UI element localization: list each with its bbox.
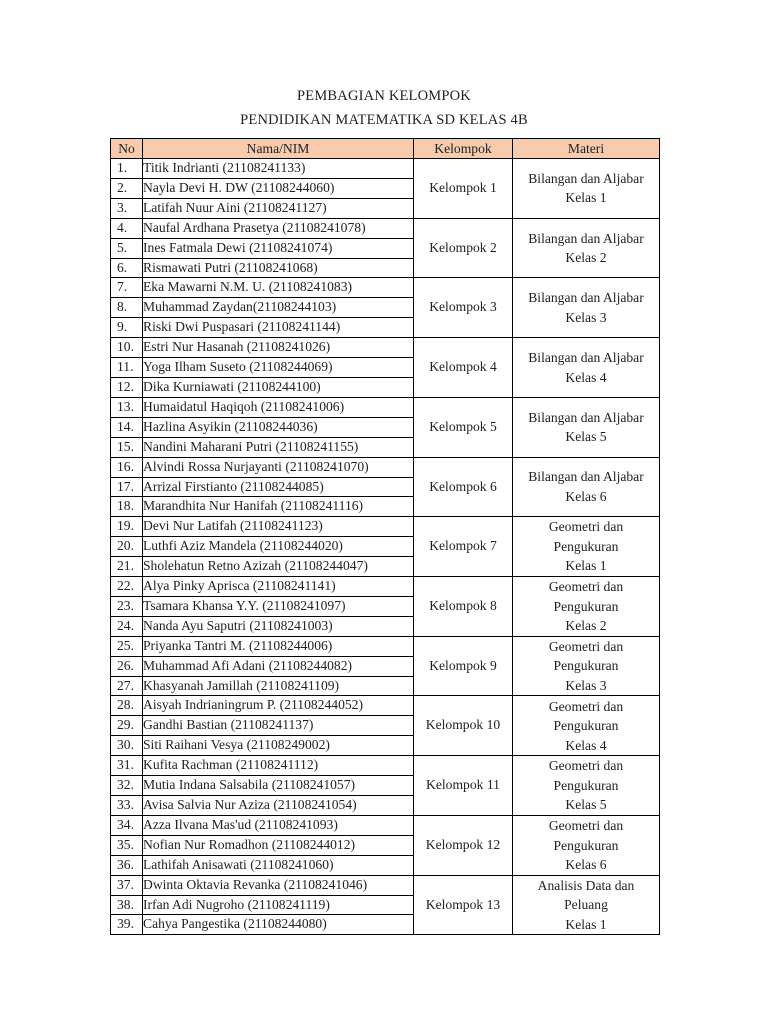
member-name-text: Azza Ilvana Mas'ud (21108241093) (143, 816, 338, 832)
member-name-text: Aisyah Indrianingrum P. (21108244052) (143, 697, 363, 713)
member-name-text: Latifah Nuur Aini (21108241127) (143, 199, 327, 215)
materi-line: Bilangan dan Aljabar (528, 469, 644, 485)
member-name-text: Luthfi Aziz Mandela (21108244020) (143, 538, 343, 554)
member-name-text: Gandhi Bastian (21108241137) (143, 717, 314, 733)
row-number: 38. (111, 895, 143, 915)
member-name-nim (143, 815, 414, 835)
member-name-nim (143, 437, 414, 457)
member-name-nim (143, 636, 414, 656)
member-name-nim (143, 537, 414, 557)
member-name-nim (143, 178, 414, 198)
member-name-nim (143, 278, 414, 298)
member-name-text: Rismawati Putri (21108241068) (143, 259, 318, 275)
member-name-text: Arrizal Firstianto (21108244085) (143, 478, 324, 494)
member-name-nim (143, 915, 414, 935)
member-name-text: Nandini Maharani Putri (21108241155) (143, 438, 359, 454)
row-number: 8. (111, 298, 143, 318)
member-name-nim (143, 417, 414, 437)
materi-line: Geometri dan (548, 638, 624, 654)
materi-line: Kelas 5 (565, 429, 607, 445)
table-row (111, 756, 660, 776)
member-name-nim (143, 377, 414, 397)
member-name-text: Irfan Adi Nugroho (21108241119) (143, 896, 330, 912)
table-row (111, 517, 660, 537)
member-name-text: Priyanka Tantri M. (21108244006) (143, 637, 333, 653)
member-name-text: Estri Nur Hasanah (21108241026) (143, 339, 331, 355)
group-name: Kelompok 13 (414, 875, 513, 935)
member-name-text: Avisa Salvia Nur Aziza (21108241054) (143, 797, 357, 812)
row-number: 7. (111, 278, 143, 298)
row-number: 12. (111, 377, 143, 397)
member-name-nim (143, 855, 414, 875)
row-number: 30. (111, 736, 143, 756)
row-number: 24. (111, 616, 143, 636)
row-number: 3. (111, 198, 143, 218)
member-name-text: Riski Dwi Puspasari (21108241144) (143, 319, 341, 335)
row-number: 11. (111, 358, 143, 378)
materi-line: Pengukuran (553, 777, 619, 793)
member-name-nim (143, 159, 414, 179)
member-name-nim (143, 517, 414, 537)
materi-line: Kelas 3 (565, 677, 607, 693)
materi-line: Pengukuran (553, 598, 619, 614)
group-materi (513, 517, 660, 577)
member-name-text: Eka Mawarni N.M. U. (21108241083) (143, 279, 353, 295)
materi-line: Kelas 6 (565, 857, 607, 873)
row-number: 4. (111, 218, 143, 238)
group-name: Kelompok 6 (414, 457, 513, 517)
group-name: Kelompok 9 (414, 636, 513, 696)
member-name-nim (143, 656, 414, 676)
member-name-text: Dika Kurniawati (21108244100) (143, 378, 321, 394)
group-materi (513, 218, 660, 278)
header-materi: Materi (513, 139, 660, 159)
member-name-nim (143, 616, 414, 636)
member-name-text: Devi Nur Latifah (21108241123) (143, 518, 323, 534)
row-number: 22. (111, 577, 143, 597)
materi-line: Kelas 1 (565, 190, 607, 206)
table-row (111, 338, 660, 358)
materi-line: Kelas 3 (565, 309, 607, 325)
row-number: 36. (111, 855, 143, 875)
materi-line: Geometri dan (548, 579, 624, 595)
member-name-nim (143, 258, 414, 278)
member-name-nim (143, 497, 414, 517)
table-row (111, 636, 660, 656)
row-number: 18. (111, 497, 143, 517)
row-number: 21. (111, 557, 143, 577)
member-name-nim (143, 776, 414, 796)
member-name-text: Sholehatun Retno Azizah (21108244047) (143, 558, 368, 574)
materi-line: Bilangan dan Aljabar (528, 409, 644, 425)
row-number: 6. (111, 258, 143, 278)
materi-line: Kelas 4 (565, 369, 607, 385)
member-name-nim (143, 796, 414, 816)
table-row (111, 397, 660, 417)
member-name-text: Naufal Ardhana Prasetya (21108241078) (143, 219, 366, 235)
member-name-nim (143, 577, 414, 597)
group-name: Kelompok 12 (414, 815, 513, 875)
member-name-nim (143, 716, 414, 736)
member-name-text: Cahya Pangestika (21108244080) (143, 916, 327, 932)
table-row (111, 577, 660, 597)
member-name-nim (143, 875, 414, 895)
materi-line: Geometri dan (548, 758, 624, 774)
member-name-nim (143, 736, 414, 756)
table-body (111, 159, 660, 935)
document-subtitle: PENDIDIKAN MATEMATIKA SD KELAS 4B (240, 112, 528, 128)
member-name-nim (143, 756, 414, 776)
group-materi (513, 636, 660, 696)
materi-line: Kelas 4 (565, 737, 607, 753)
row-number: 32. (111, 776, 143, 796)
member-name-text: Siti Raihani Vesya (21108249002) (143, 737, 330, 753)
group-name: Kelompok 1 (414, 159, 513, 219)
materi-line: Bilangan dan Aljabar (528, 170, 644, 186)
member-name-text: Marandhita Nur Hanifah (21108241116) (143, 498, 364, 514)
member-name-text: Muhammad Zaydan(21108244103) (143, 299, 337, 315)
member-name-text: Alya Pinky Aprisca (21108241141) (143, 578, 336, 594)
row-number: 28. (111, 696, 143, 716)
row-number: 35. (111, 835, 143, 855)
member-name-text: Humaidatul Haqiqoh (21108241006) (143, 398, 345, 414)
row-number: 16. (111, 457, 143, 477)
header-no: No (111, 139, 143, 159)
materi-line: Geometri dan (548, 519, 624, 535)
member-name-text: Muhammad Afi Adani (21108244082) (143, 657, 353, 673)
materi-line: Pengukuran (553, 718, 619, 734)
member-name-nim (143, 358, 414, 378)
row-number: 39. (111, 915, 143, 935)
group-materi (513, 815, 660, 875)
row-number: 37. (111, 875, 143, 895)
row-number: 13. (111, 397, 143, 417)
header-nama: Nama/NIM (143, 139, 414, 159)
group-materi (513, 159, 660, 219)
member-name-text: Titik Indrianti (21108241133) (143, 160, 306, 175)
member-name-text: Khasyanah Jamillah (21108241109) (143, 677, 340, 693)
member-name-nim (143, 198, 414, 218)
member-name-nim (143, 457, 414, 477)
group-materi (513, 278, 660, 338)
member-name-text: Nofian Nur Romadhon (21108244012) (143, 836, 356, 852)
row-number: 23. (111, 596, 143, 616)
materi-line: Bilangan dan Aljabar (528, 230, 644, 246)
materi-line: Kelas 1 (565, 558, 607, 574)
header-kelompok: Kelompok (414, 139, 513, 159)
row-number: 10. (111, 338, 143, 358)
member-name-nim (143, 835, 414, 855)
materi-line: Kelas 2 (565, 618, 607, 634)
member-name-nim (143, 596, 414, 616)
group-materi (513, 875, 660, 935)
materi-line: Geometri dan (548, 698, 624, 714)
group-name: Kelompok 5 (414, 397, 513, 457)
row-number: 34. (111, 815, 143, 835)
member-name-nim (143, 218, 414, 238)
member-name-text: Mutia Indana Salsabila (21108241057) (143, 777, 356, 793)
row-number: 27. (111, 676, 143, 696)
group-table (110, 138, 660, 935)
member-name-nim (143, 477, 414, 497)
table-header-row (111, 139, 660, 159)
group-materi (513, 577, 660, 637)
materi-line: Kelas 5 (565, 797, 607, 813)
table-row (111, 875, 660, 895)
materi-line: Geometri dan (548, 818, 624, 834)
group-name: Kelompok 11 (414, 756, 513, 816)
row-number: 9. (111, 318, 143, 338)
group-name: Kelompok 2 (414, 218, 513, 278)
row-number: 25. (111, 636, 143, 656)
table-row (111, 278, 660, 298)
materi-line: Pengukuran (553, 658, 619, 674)
row-number: 20. (111, 537, 143, 557)
member-name-nim (143, 696, 414, 716)
materi-line: Bilangan dan Aljabar (528, 350, 644, 366)
member-name-nim (143, 318, 414, 338)
row-number: 19. (111, 517, 143, 537)
materi-line: Pengukuran (553, 538, 619, 554)
group-materi (513, 457, 660, 517)
member-name-nim (143, 557, 414, 577)
materi-line: Kelas 6 (565, 488, 607, 504)
member-name-nim (143, 397, 414, 417)
member-name-text: Hazlina Asyikin (21108244036) (143, 418, 318, 434)
group-name: Kelompok 4 (414, 338, 513, 398)
member-name-text: Tsamara Khansa Y.Y. (21108241097) (143, 597, 346, 613)
row-number: 17. (111, 477, 143, 497)
member-name-text: Nanda Ayu Saputri (21108241003) (143, 617, 333, 633)
materi-line: Pengukuran (553, 837, 619, 853)
group-name: Kelompok 7 (414, 517, 513, 577)
document-title: PEMBAGIAN KELOMPOK (297, 88, 471, 104)
materi-line: Bilangan dan Aljabar (528, 290, 644, 306)
row-number: 31. (111, 756, 143, 776)
row-number: 2. (111, 178, 143, 198)
row-number: 26. (111, 656, 143, 676)
member-name-text: Lathifah Anisawati (21108241060) (143, 856, 334, 872)
member-name-nim (143, 338, 414, 358)
group-materi (513, 338, 660, 398)
row-number: 33. (111, 796, 143, 816)
group-materi (513, 756, 660, 816)
group-materi (513, 397, 660, 457)
row-number: 5. (111, 238, 143, 258)
member-name-text: Ines Fatmala Dewi (21108241074) (143, 239, 333, 255)
group-name: Kelompok 3 (414, 278, 513, 338)
table-row (111, 696, 660, 716)
member-name-text: Dwinta Oktavia Revanka (21108241046) (143, 876, 368, 892)
member-name-text: Alvindi Rossa Nurjayanti (21108241070) (143, 458, 369, 474)
materi-line: Peluang (564, 897, 608, 913)
row-number: 1. (111, 159, 143, 179)
table-row (111, 457, 660, 477)
member-name-nim (143, 895, 414, 915)
materi-line: Analisis Data dan (537, 877, 635, 893)
row-number: 15. (111, 437, 143, 457)
group-materi (513, 696, 660, 756)
member-name-nim (143, 298, 414, 318)
member-name-nim (143, 238, 414, 258)
materi-line: Kelas 1 (565, 916, 607, 932)
member-name-text: Yoga Ilham Suseto (21108244069) (143, 359, 333, 375)
row-number: 29. (111, 716, 143, 736)
table-row (111, 159, 660, 179)
group-name: Kelompok 10 (414, 696, 513, 756)
member-name-nim (143, 676, 414, 696)
row-number: 14. (111, 417, 143, 437)
member-name-text: Nayla Devi H. DW (21108244060) (143, 179, 335, 195)
table-row (111, 815, 660, 835)
materi-line: Kelas 2 (565, 250, 607, 266)
table-row (111, 218, 660, 238)
member-name-text: Kufita Rachman (21108241112) (143, 757, 319, 773)
group-name: Kelompok 8 (414, 577, 513, 637)
